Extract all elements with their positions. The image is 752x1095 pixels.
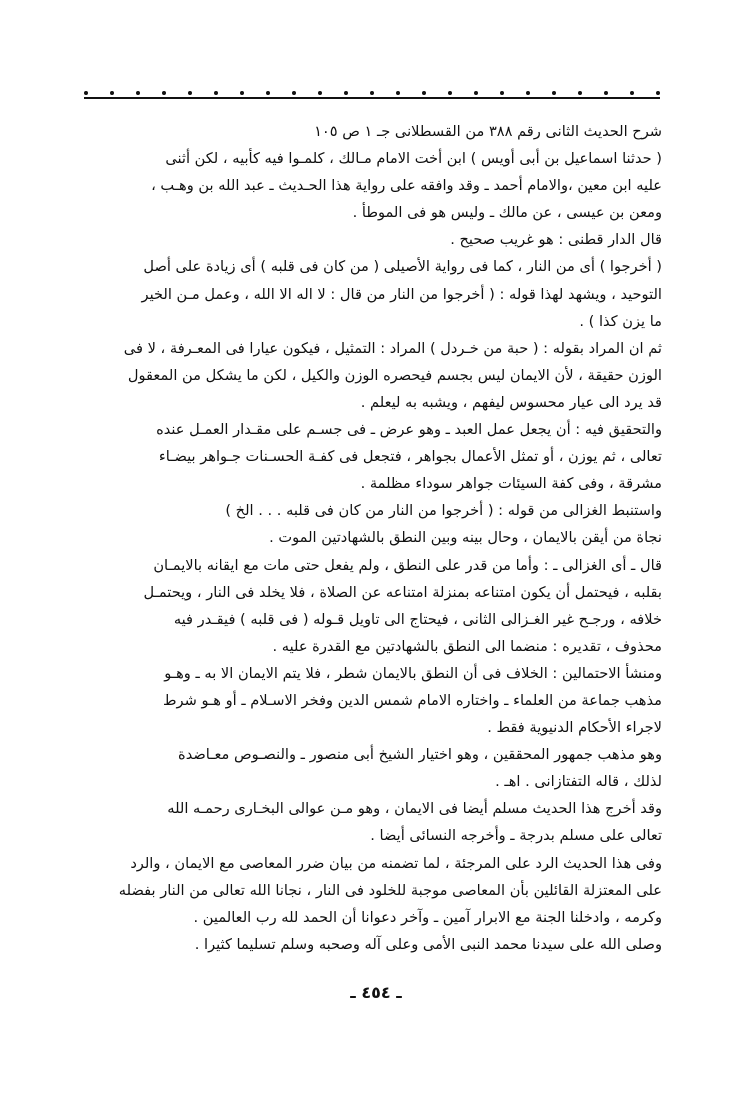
page-number: ـ ٤٥٤ ـ <box>350 983 402 1002</box>
rule-dot <box>344 91 348 95</box>
rule-dot <box>136 91 140 95</box>
rule-dot <box>656 91 660 95</box>
rule-dot <box>526 91 530 95</box>
text-line: بقلبه ، فيحتمل أن يكون امتناعه بمنزلة امتناعه عن الصلاة ، فلا يخلد فى النار ، ويحتمـل <box>143 583 662 601</box>
text-line: محذوف ، تقديره : منضما الى النطق بالشهادتين مع القدرة عليه . <box>272 637 662 655</box>
text-line-heading: شرح الحديث الثانى رقم ٣٨٨ من القسطلانى جـ ١ ص ١٠٥ <box>314 123 662 140</box>
rule-dot <box>240 91 244 95</box>
rule-dot <box>292 91 296 95</box>
header-rule-line <box>84 97 660 99</box>
rule-dot <box>500 91 504 95</box>
text-line: قد يرد الى عيار محسوس ليفهم ، ويشبه به ليعلم . <box>360 393 662 411</box>
text-line: ( حدثنا اسماعيل بن أبى أويس ) ابن أخت الامام مـالك ، كلمـوا فيه كأبيه ، لكن أثنى <box>165 150 662 168</box>
text-line: ( أخرجوا ) أى من النار ، كما فى رواية الأصيلى ( من كان فى قلبه ) أى زيادة على أصل <box>143 258 662 276</box>
text-line: لاجراء الأحكام الدنيوية فقط . <box>487 719 662 737</box>
text-line: تعالى على مسلم بدرجة ـ وأخرجه النسائى أيضا . <box>370 827 662 845</box>
text-line: ومنشأ الاحتمالين : الخلاف فى أن النطق بالايمان شطر ، فلا يتم الايمان الا به ـ وهـو <box>164 664 662 682</box>
rule-dot <box>84 91 88 95</box>
text-line: مشرقة ، وفى كفة السيئات جواهر سوداء مظلمة . <box>360 475 662 493</box>
text-line: لذلك ، قاله التفتازانى . اهـ . <box>495 773 662 791</box>
text-line: عليه ابن معين ،والامام أحمد ـ وقد وافقه على رواية هذا الحـديث ـ عبد الله بن وهـب ، <box>151 177 662 195</box>
rule-dot <box>318 91 322 95</box>
rule-dot <box>604 91 608 95</box>
text-line: التوحيد ، ويشهد لهذا قوله : ( أخرجوا من النار من قال : لا اله الا الله ، وعمل مـن الخير <box>141 285 662 303</box>
text-line: واستنبط الغزالى من قوله : ( أخرجوا من النار من كان فى قلبه . . . الخ ) <box>225 502 662 520</box>
text-line: خلافه ، ورجـح غير الغـزالى الثانى ، فيحتاج الى تاويل قـوله ( فى قلبه ) فيقـدر فيه <box>173 610 662 628</box>
text-line: وقد أخرج هذا الحديث مسلم أيضا فى الايمان ، وهو مـن عوالى البخـارى رحمـه الله <box>167 800 662 818</box>
text-line: وصلى الله على سيدنا محمد النبى الأمى وعلى آله وصحبه وسلم تسليما كثيرا . <box>194 935 662 953</box>
rule-dot <box>162 91 166 95</box>
rule-dot <box>630 91 634 95</box>
rule-dot <box>370 91 374 95</box>
rule-dot <box>396 91 400 95</box>
text-line: ثم ان المراد بقوله : ( حبة من خـردل ) المراد : التمثيل ، فيكون عيارا فى المعـرفة ، لا فى <box>123 339 662 357</box>
text-line: قال ـ أى الغزالى ـ : وأما من قدر على النطق ، ولم يفعل حتى مات مع ايقانه بالايمـان <box>153 556 662 574</box>
rule-dot <box>266 91 270 95</box>
text-line: قال الدار قطنى : هو غريب صحيح . <box>450 231 662 249</box>
rule-dot <box>188 91 192 95</box>
text-line: تعالى ، ثم يوزن ، أو تمثل الأعمال بجواهر ، فتجعل فى كفـة الحسـنات جـواهر بيضـاء <box>158 448 662 466</box>
text-line: مذهب جماعة من العلماء ـ واختاره الامام شمس الدين وفخر الاسـلام ـ أو هـو شرط <box>163 691 662 709</box>
text-line: الوزن حقيقة ، لأن الايمان ليس بجسم فيحصره الوزن والكيل ، لكن ما يشكل من المعقول <box>127 366 662 384</box>
rule-dot <box>110 91 114 95</box>
rule-dot <box>474 91 478 95</box>
text-line: ما يزن كذا ) . <box>579 312 662 330</box>
text-line: وهو مذهب جمهور المحققين ، وهو اختيار الشيخ أبى منصور ـ والنصـوص معـاضدة <box>178 746 662 764</box>
text-line: نجاة من أيقن بالايمان ، وحال بينه وبين النطق بالشهادتين الموت . <box>269 529 662 547</box>
rule-dot <box>448 91 452 95</box>
text-line: على المعتزلة القائلين بأن المعاصى موجبة للخلود فى النار ، نجانا الله تعالى من النار بفضله <box>118 881 662 899</box>
text-line: ومعن بن عيسى ، عن مالك ـ وليس هو فى الموطأ . <box>352 204 662 222</box>
page-body-text <box>80 118 662 958</box>
rule-dot <box>552 91 556 95</box>
text-line: وكرمه ، وادخلنا الجنة مع الابرار آمين ـ وآخر دعوانا أن الحمد لله رب العالمين . <box>193 908 662 926</box>
text-line: والتحقيق فيه : أن يجعل عمل العبد ـ وهو عرض ـ فى جسـم على مقـدار العمـل عنده <box>156 421 662 439</box>
rule-dot <box>422 91 426 95</box>
rule-dot <box>214 91 218 95</box>
text-line: وفى هذا الحديث الرد على المرجئة ، لما تضمنه من بيان ضرر المعاصى مع الايمان ، والرد <box>130 854 662 872</box>
header-dotted-rule <box>84 88 660 98</box>
rule-dot <box>578 91 582 95</box>
